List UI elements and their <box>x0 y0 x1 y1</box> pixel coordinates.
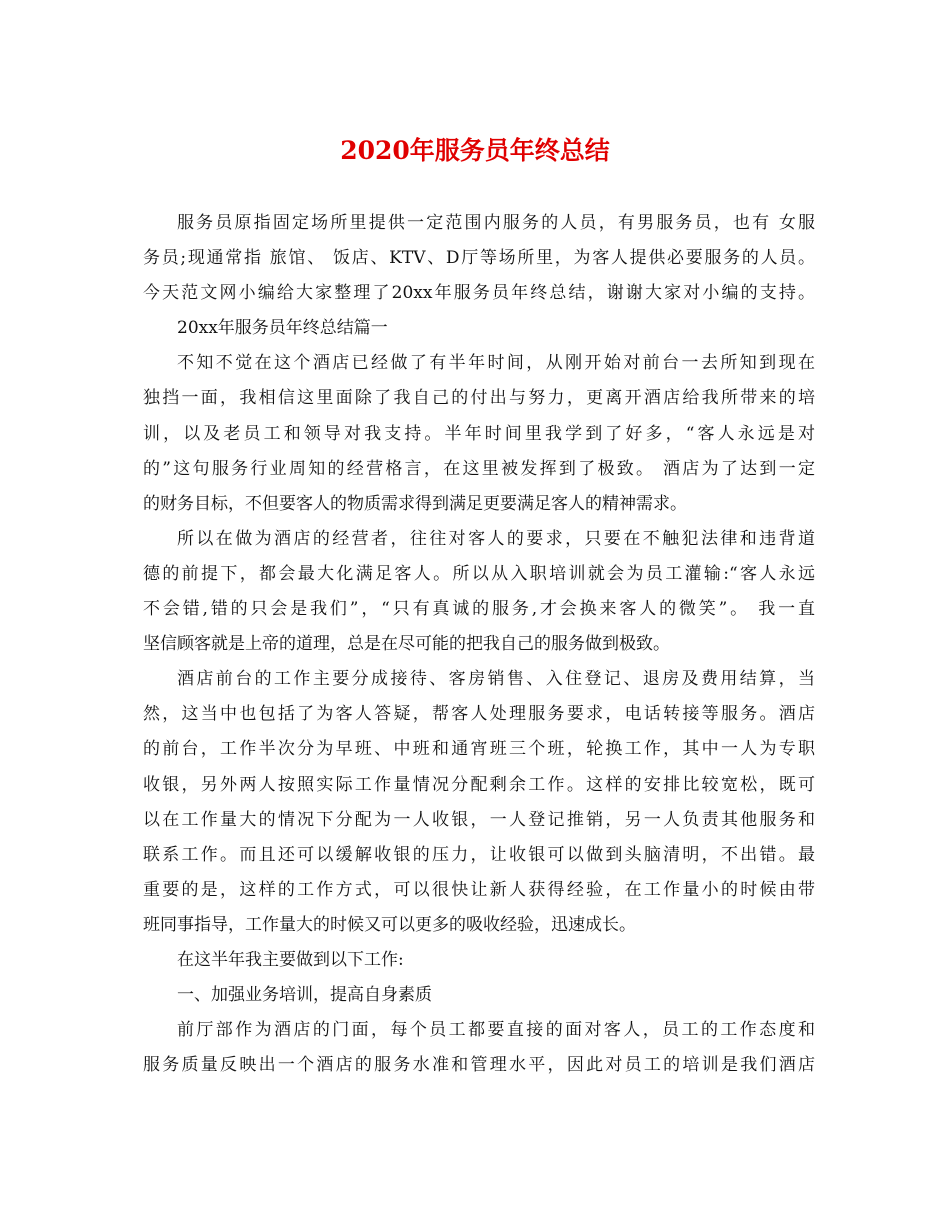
text-line: 今天范文网小编给大家整理了20xx年服务员年终总结，谢谢大家对小编的支持。 <box>143 283 815 304</box>
text-line: 不会错,错的只会是我们”，“只有真诚的服务,才会换来客人的微笑”。 我一直 <box>143 599 815 620</box>
text-line: 不知不觉在这个酒店已经做了有半年时间，从刚开始对前台一去所知到现在 <box>177 353 815 374</box>
section-heading-2 <box>143 978 815 1013</box>
text-line: 独挡一面，我相信这里面除了我自己的付出与努力，更离开酒店给我所带来的培 <box>143 388 815 409</box>
section-heading-1 <box>143 311 815 346</box>
text-line: 坚信顾客就是上帝的道理，总是在尽可能的把我自己的服务做到极致。 <box>143 634 670 655</box>
text-line: 班同事指导，工作量大的时候又可以更多的吸收经验，迅速成长。 <box>143 914 636 935</box>
text-line: 然，这当中也包括了为客人答疑，帮客人处理服务要求，电话转接等服务。酒店 <box>143 704 815 725</box>
text-line: 重要的是，这样的工作方式，可以很快让新人获得经验，在工作量小的时候由带 <box>143 879 815 900</box>
text-line: 服务员原指固定场所里提供一定范围内服务的人员，有男服务员，也有 女服 <box>177 213 815 233</box>
text-line: 的前台，工作半次分为早班、中班和通宵班三个班，轮换工作，其中一人为专职 <box>143 739 815 760</box>
paragraph-4 <box>143 662 815 943</box>
text-line: 收银，另外两人按照实际工作量情况分配剩余工作。这样的安排比较宽松，既可 <box>143 774 815 795</box>
text-line: 联系工作。而且还可以缓解收银的压力，让收银可以做到头脑清明，不出错。最 <box>143 844 815 865</box>
text-line: 服务质量反映出一个酒店的服务水准和管理水平，因此对员工的培训是我们酒店 <box>143 1055 815 1076</box>
paragraph-5 <box>143 943 815 978</box>
intro-paragraph <box>143 206 815 311</box>
text-line: 在这半年我主要做到以下工作: <box>177 949 404 970</box>
document-title: 2020年服务员年终总结 <box>340 136 610 165</box>
text-line: 一、加强业务培训，提高自身素质 <box>177 985 432 1006</box>
text-line: 务员;现通常指 旅馆、 饭店、KTV、D厅等场所里，为客人提供必要服务的人员。 <box>143 248 815 269</box>
text-line: 酒店前台的工作主要分成接待、客房销售、入住登记、退房及费用结算，当 <box>177 669 815 690</box>
text-line: 的”这句服务行业周知的经营格言，在这里被发挥到了极致。 酒店为了达到一定 <box>143 458 815 479</box>
text-line: 前厅部作为酒店的门面，每个员工都要直接的面对客人，员工的工作态度和 <box>177 1020 815 1041</box>
paragraph-2 <box>143 346 815 521</box>
paragraph-3 <box>143 522 815 662</box>
text-line: 所以在做为酒店的经营者，往往对客人的要求，只要在不触犯法律和违背道 <box>177 528 815 549</box>
document-body <box>143 206 815 1083</box>
text-line: 训，以及老员工和领导对我支持。半年时间里我学到了好多，“客人永远是对 <box>143 423 815 444</box>
text-line: 的财务目标，不但要客人的物质需求得到满足更要满足客人的精神需求。 <box>143 493 687 514</box>
text-line: 德的前提下，都会最大化满足客人。所以从入职培训就会为员工灌输:“客人永远 <box>143 563 815 584</box>
text-line: 20xx年服务员年终总结篇一 <box>177 318 388 339</box>
paragraph-6 <box>143 1013 815 1083</box>
text-line: 以在工作量大的情况下分配为一人收银，一人登记推销，另一人负责其他服务和 <box>143 809 815 830</box>
